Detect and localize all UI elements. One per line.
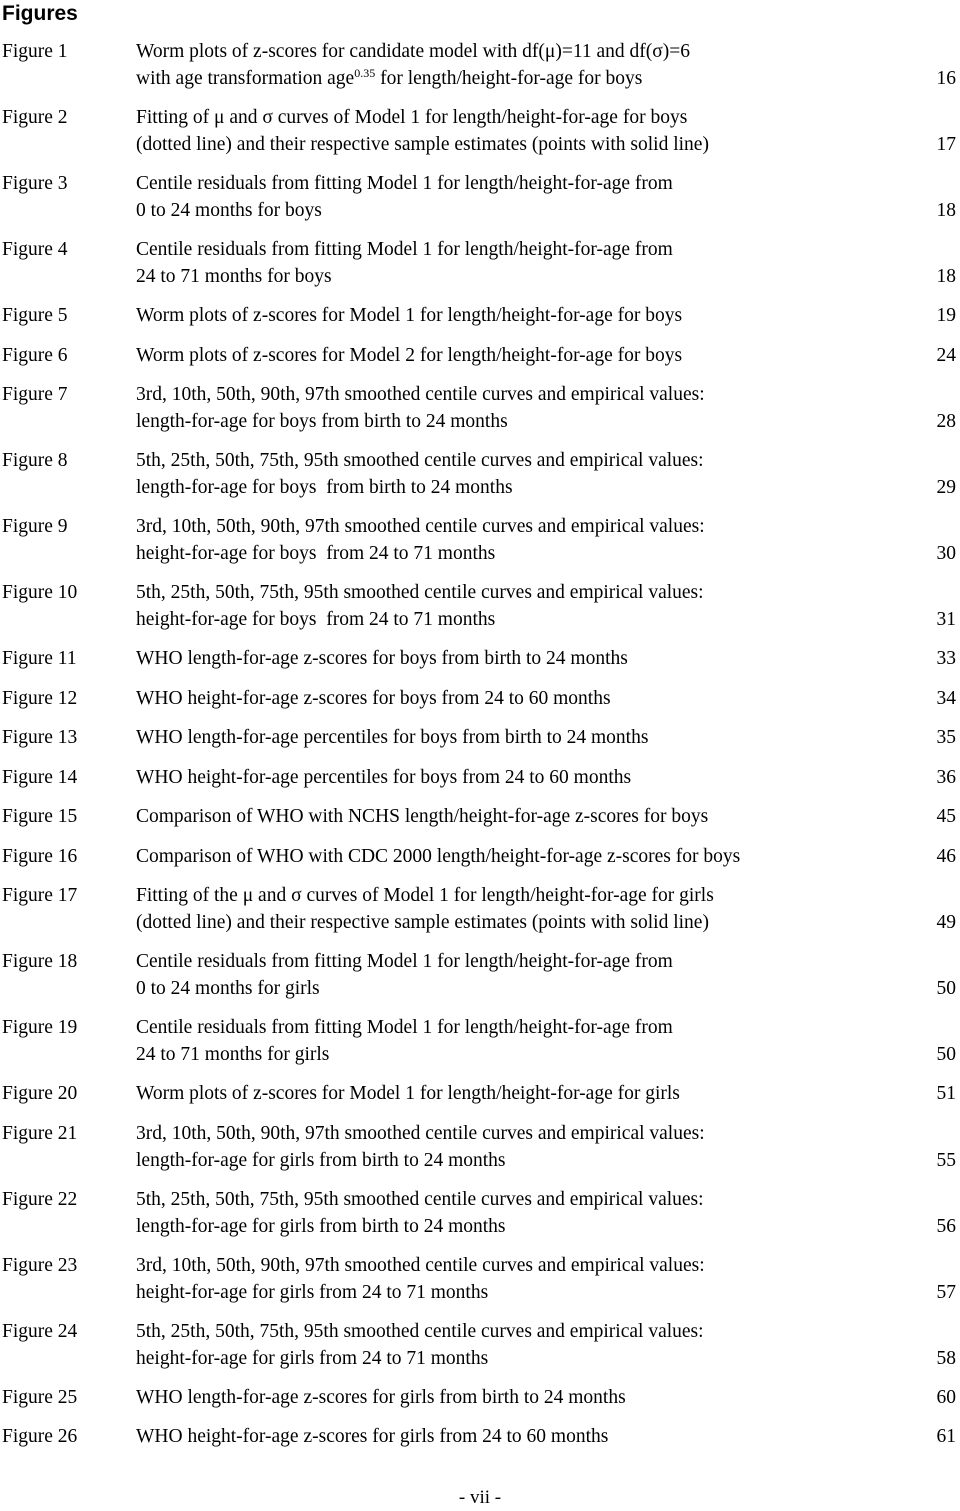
figure-caption <box>136 948 906 1002</box>
page-number: 35 <box>936 727 956 748</box>
caption-text: height-for-age for girls from 24 to 71 months <box>136 1281 489 1303</box>
caption-line <box>136 1213 906 1240</box>
caption-text: Centile residuals from fitting Model 1 for length/height-for-age from <box>136 1017 673 1038</box>
page-number-footer: - vii - <box>458 1487 502 1508</box>
caption-line <box>136 236 906 263</box>
caption-text: WHO length-for-age z-scores for boys from birth to 24 months <box>136 648 628 669</box>
figure-caption <box>136 1080 906 1107</box>
caption-line <box>136 1147 906 1174</box>
page-number: 55 <box>936 1149 956 1171</box>
caption-line <box>136 408 906 435</box>
caption-text: height-for-age for girls from 24 to 71 months <box>136 1347 489 1369</box>
figure-entry[interactable] <box>0 1080 960 1120</box>
figure-entry[interactable] <box>0 342 960 382</box>
figure-caption <box>136 882 906 936</box>
page-number: 18 <box>936 266 956 287</box>
caption-line <box>136 540 906 567</box>
page-number: 58 <box>936 1347 956 1369</box>
figure-label: Figure 23 <box>2 1254 78 1276</box>
caption-text: 5th, 25th, 50th, 75th, 95th smoothed centile curves and empirical values: <box>136 1320 704 1342</box>
figure-label: Figure 16 <box>2 845 78 867</box>
caption-line <box>136 1318 906 1345</box>
figure-entry[interactable] <box>0 1384 960 1424</box>
figure-entry[interactable] <box>0 948 960 1014</box>
caption-text: Worm plots of z-scores for Model 1 for length/height-for-age for boys <box>136 305 683 326</box>
caption-text: length-for-age for boys from birth to 24 months <box>136 477 513 498</box>
caption-text: 5th, 25th, 50th, 75th, 95th smoothed centile curves and empirical values: <box>136 1188 704 1210</box>
figure-label: Figure 18 <box>2 951 78 972</box>
caption-text: length-for-age for girls from birth to 24 months <box>136 1149 506 1171</box>
figure-label: Figure 7 <box>2 384 68 405</box>
figure-caption <box>136 579 906 633</box>
caption-line <box>136 263 906 290</box>
figure-caption <box>136 764 906 791</box>
caption-line <box>136 474 906 501</box>
figure-entry[interactable] <box>0 724 960 764</box>
exponent: 0.35 <box>354 66 376 80</box>
figure-entry[interactable] <box>0 1423 960 1463</box>
caption-text: Worm plots of z-scores for Model 1 for length/height-for-age for girls <box>136 1083 680 1104</box>
figure-caption <box>136 1186 906 1240</box>
figure-entry[interactable] <box>0 1252 960 1318</box>
caption-text: (dotted line) and their respective sample estimates (points with solid line) <box>136 134 709 155</box>
figure-label: Figure 8 <box>2 450 68 471</box>
page-number: 24 <box>936 344 956 366</box>
caption-line <box>136 65 906 92</box>
figure-entry[interactable] <box>0 170 960 236</box>
figure-entry[interactable] <box>0 1186 960 1252</box>
caption-line <box>136 1384 906 1411</box>
caption-line <box>136 1120 906 1147</box>
figure-entry[interactable] <box>0 104 960 170</box>
caption-text: WHO length-for-age z-scores for girls from birth to 24 months <box>136 1386 626 1408</box>
caption-line <box>136 606 906 633</box>
caption-line <box>136 513 906 540</box>
figure-label: Figure 19 <box>2 1017 78 1038</box>
caption-line <box>136 948 906 975</box>
caption-text: with age transformation age <box>136 68 355 89</box>
page-number: 31 <box>936 609 956 630</box>
caption-text: Centile residuals from fitting Model 1 for length/height-for-age from <box>136 239 673 260</box>
caption-text: 24 to 71 months for boys <box>136 266 332 287</box>
page-number: 57 <box>936 1281 956 1303</box>
figure-entry[interactable] <box>0 1318 960 1384</box>
caption-line <box>136 38 906 65</box>
figure-caption <box>136 38 906 92</box>
figure-label: Figure 13 <box>2 727 78 748</box>
page-number: 29 <box>936 477 956 498</box>
figure-entry[interactable] <box>0 843 960 883</box>
figure-entry[interactable] <box>0 38 960 104</box>
figure-label: Figure 10 <box>2 582 78 603</box>
page-number: 28 <box>936 411 956 432</box>
caption-text: height-for-age for boys from 24 to 71 months <box>136 543 496 564</box>
caption-text: Centile residuals from fitting Model 1 for length/height-for-age from <box>136 951 673 972</box>
page-number: 45 <box>936 806 956 827</box>
page-number: 50 <box>936 1044 956 1065</box>
caption-text: 5th, 25th, 50th, 75th, 95th smoothed centile curves and empirical values: <box>136 450 704 471</box>
caption-line <box>136 342 906 369</box>
figure-entry[interactable] <box>0 882 960 948</box>
figure-label: Figure 9 <box>2 516 68 537</box>
figure-entry[interactable] <box>0 236 960 302</box>
caption-text: WHO height-for-age percentiles for boys from 24 to 60 months <box>136 766 632 788</box>
page-number: 30 <box>936 543 956 564</box>
page-number: 33 <box>936 648 956 669</box>
figure-label: Figure 6 <box>2 344 68 366</box>
caption-text: 5th, 25th, 50th, 75th, 95th smoothed centile curves and empirical values: <box>136 582 704 603</box>
figure-label: Figure 11 <box>2 648 77 669</box>
caption-text: 3rd, 10th, 50th, 90th, 97th smoothed centile curves and empirical values: <box>136 384 705 405</box>
caption-line <box>136 197 906 224</box>
figure-label: Figure 22 <box>2 1188 78 1210</box>
page-number: 49 <box>936 912 956 933</box>
page-number: 56 <box>936 1215 956 1237</box>
caption-text: (dotted line) and their respective sample estimates (points with solid line) <box>136 912 709 933</box>
caption-line <box>136 104 906 131</box>
caption-text: length-for-age for girls from birth to 24 months <box>136 1215 506 1237</box>
caption-text: Comparison of WHO with CDC 2000 length/height-for-age z-scores for boys <box>136 845 741 867</box>
caption-line <box>136 447 906 474</box>
caption-text: 3rd, 10th, 50th, 90th, 97th smoothed centile curves and empirical values: <box>136 1122 705 1144</box>
page-number: 19 <box>936 305 956 326</box>
caption-text: WHO height-for-age z-scores for girls from 24 to 60 months <box>136 1426 609 1447</box>
caption-text: 3rd, 10th, 50th, 90th, 97th smoothed centile curves and empirical values: <box>136 516 705 537</box>
figure-caption <box>136 447 906 501</box>
figure-caption <box>136 803 906 830</box>
figure-entry[interactable] <box>0 803 960 843</box>
figure-label: Figure 5 <box>2 305 68 326</box>
caption-line <box>136 645 906 672</box>
caption-line <box>136 302 906 329</box>
caption-line <box>136 579 906 606</box>
caption-line <box>136 909 906 936</box>
caption-line <box>136 131 906 158</box>
caption-text: Centile residuals from fitting Model 1 for length/height-for-age from <box>136 173 673 194</box>
caption-text: Worm plots of z-scores for Model 2 for length/height-for-age for boys <box>136 344 683 366</box>
page-number: 50 <box>936 978 956 999</box>
caption-text: length-for-age for boys from birth to 24 months <box>136 411 508 432</box>
figure-caption <box>136 302 906 329</box>
figure-caption <box>136 1252 906 1306</box>
figure-caption <box>136 724 906 751</box>
caption-text: 24 to 71 months for girls <box>136 1044 330 1065</box>
caption-text: 3rd, 10th, 50th, 90th, 97th smoothed centile curves and empirical values: <box>136 1254 705 1276</box>
caption-line <box>136 1252 906 1279</box>
page-number: 46 <box>936 845 956 867</box>
caption-text: WHO height-for-age z-scores for boys from 24 to 60 months <box>136 687 611 709</box>
caption-line <box>136 1014 906 1041</box>
figure-entry[interactable] <box>0 764 960 804</box>
figure-entry[interactable] <box>0 513 960 579</box>
caption-line <box>136 724 906 751</box>
figure-entry[interactable] <box>0 1120 960 1186</box>
figure-caption <box>136 170 906 224</box>
figure-label: Figure 24 <box>2 1320 78 1342</box>
figure-entry[interactable] <box>0 579 960 645</box>
page-number: 17 <box>936 134 956 155</box>
figure-caption <box>136 381 906 435</box>
caption-line <box>136 882 906 909</box>
figure-entry[interactable] <box>0 1014 960 1080</box>
figure-list <box>0 38 960 1463</box>
caption-line <box>136 1080 906 1107</box>
caption-text: WHO length-for-age percentiles for boys from birth to 24 months <box>136 727 649 748</box>
figure-label: Figure 25 <box>2 1386 78 1408</box>
caption-text-tail: for length/height-for-age for boys <box>375 68 643 89</box>
figure-caption <box>136 1120 906 1174</box>
page-number: 61 <box>936 1426 956 1447</box>
figure-caption <box>136 513 906 567</box>
caption-line <box>136 170 906 197</box>
page-number: 60 <box>936 1386 956 1408</box>
figure-entry[interactable] <box>0 381 960 447</box>
figure-entry[interactable] <box>0 447 960 513</box>
caption-line <box>136 1041 906 1068</box>
caption-text: Comparison of WHO with NCHS length/height-for-age z-scores for boys <box>136 806 709 827</box>
page-number: 51 <box>936 1083 956 1104</box>
figure-caption <box>136 1014 906 1068</box>
caption-line <box>136 1186 906 1213</box>
caption-text: 0 to 24 months for girls <box>136 978 320 999</box>
caption-line <box>136 685 906 712</box>
figure-label: Figure 2 <box>2 107 68 128</box>
figure-label: Figure 12 <box>2 687 78 709</box>
page-number: 34 <box>936 687 956 709</box>
caption-line <box>136 1345 906 1372</box>
figure-caption <box>136 1318 906 1372</box>
page-number: 16 <box>936 68 956 89</box>
figure-entry[interactable] <box>0 685 960 725</box>
caption-text: Worm plots of z-scores for candidate model with df(μ)=11 and df(σ)=6 <box>136 41 691 62</box>
caption-line <box>136 764 906 791</box>
figure-caption <box>136 1423 906 1450</box>
caption-line <box>136 843 906 870</box>
figure-label: Figure 14 <box>2 766 78 788</box>
caption-line <box>136 803 906 830</box>
figure-label: Figure 21 <box>2 1122 78 1144</box>
caption-line <box>136 1423 906 1450</box>
figure-caption <box>136 645 906 672</box>
figure-caption <box>136 685 906 712</box>
figure-caption <box>136 104 906 158</box>
figure-label: Figure 15 <box>2 806 78 827</box>
figure-caption <box>136 1384 906 1411</box>
figure-label: Figure 20 <box>2 1083 78 1104</box>
figure-label: Figure 17 <box>2 885 78 906</box>
caption-line <box>136 381 906 408</box>
page-heading: Figures <box>2 2 78 25</box>
figure-caption <box>136 342 906 369</box>
figure-caption <box>136 843 906 870</box>
caption-text: height-for-age for boys from 24 to 71 months <box>136 609 496 630</box>
page-number: 36 <box>936 766 956 788</box>
figure-caption <box>136 236 906 290</box>
figure-label: Figure 1 <box>2 41 68 62</box>
figure-label: Figure 3 <box>2 173 68 194</box>
caption-line <box>136 975 906 1002</box>
caption-text: Fitting of the μ and σ curves of Model 1 for length/height-for-age for girls <box>136 885 714 906</box>
caption-text: 0 to 24 months for boys <box>136 200 322 221</box>
caption-line <box>136 1279 906 1306</box>
caption-text: Fitting of μ and σ curves of Model 1 for length/height-for-age for boys <box>136 107 688 128</box>
page-number: 18 <box>936 200 956 221</box>
figure-label: Figure 4 <box>2 239 68 260</box>
figure-label: Figure 26 <box>2 1426 78 1447</box>
figure-entry[interactable] <box>0 302 960 342</box>
figure-entry[interactable] <box>0 645 960 685</box>
